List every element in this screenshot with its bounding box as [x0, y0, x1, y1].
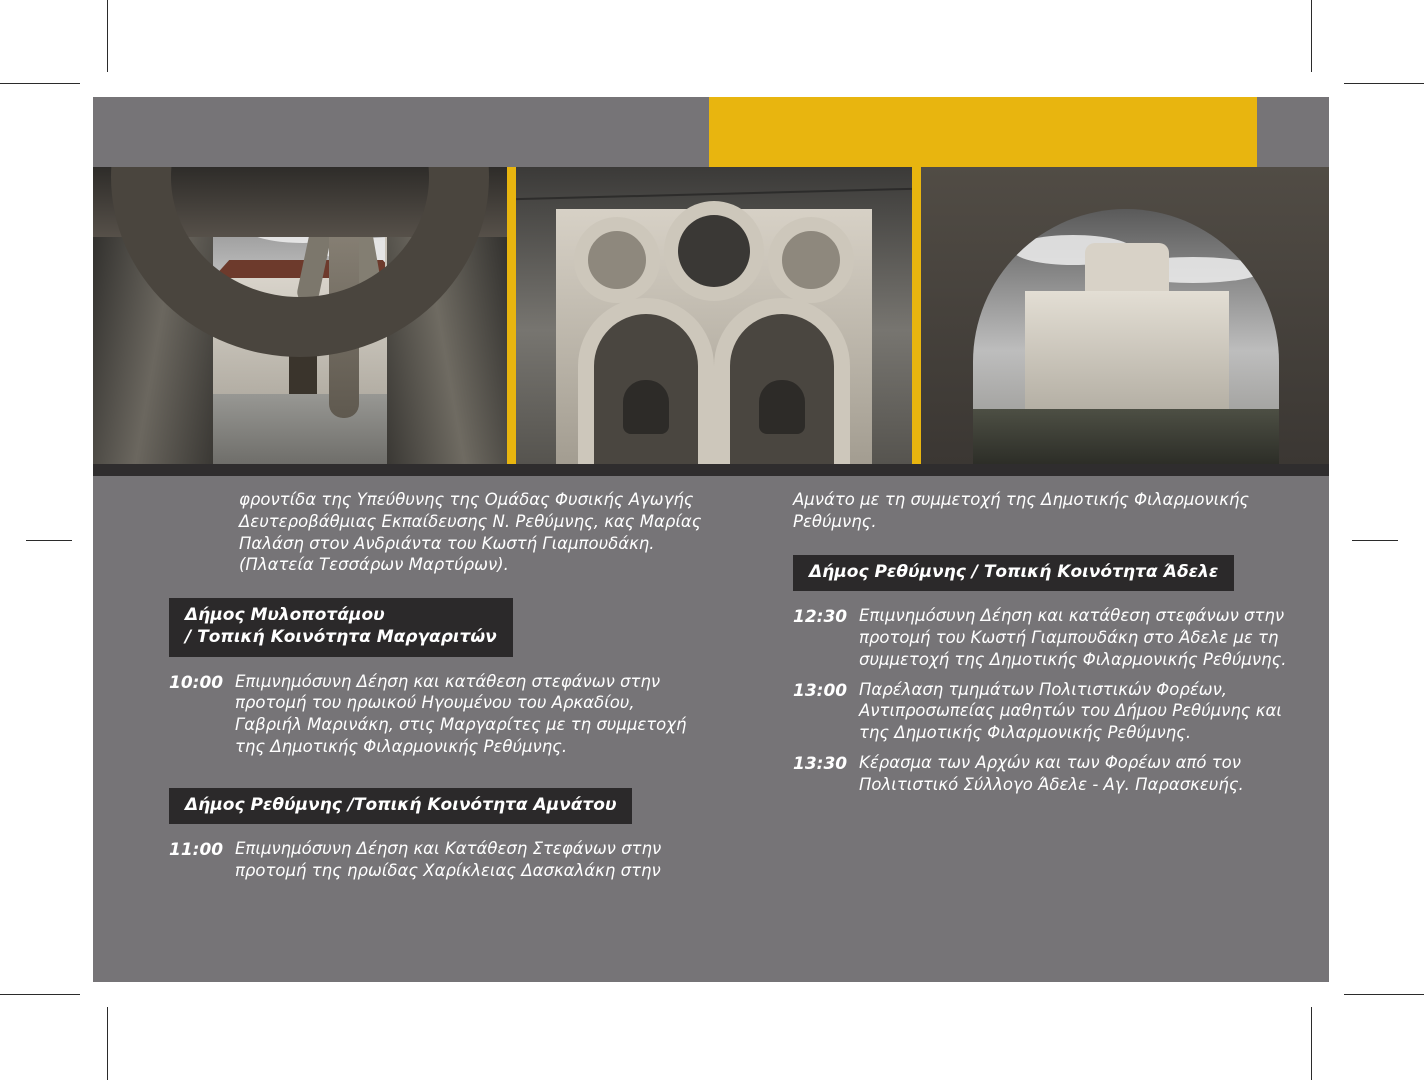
photo3-monastery-facade [1025, 291, 1229, 411]
poster-page [93, 97, 1329, 982]
schedule-time: 10:00 [169, 672, 224, 693]
schedule-description: Κέρασμα των Αρχών και των Φορέων από τον Πολιτιστικό Σύλλογο Άδελε - Αγ. Παρασκευής. [859, 752, 1244, 794]
crop-mark-top-right-vertical [1311, 0, 1312, 72]
program-content [93, 489, 1329, 982]
schedule-description: Παρέλαση τμημάτων Πολιτιστικών Φορέων, Αντιπροσωπείας μαθητών του Δήμου Ρεθύμνης και της Δημοτικής Φιλαρμονικής Ρεθύμνης. [859, 679, 1282, 743]
photo2-scroll-left [574, 217, 660, 303]
photo3-monastery-tower [1085, 243, 1169, 291]
schedule-time: 13:30 [793, 753, 848, 774]
photo1-chapel-door [289, 338, 317, 394]
photo-monastery-arch [921, 167, 1329, 464]
schedule-description: Επιμνημόσυνη Δέηση και Κατάθεση Στεφάνων στην προτομή της ηρωίδας Χαρίκλειας Δασκαλάκη στην [235, 839, 662, 881]
crop-mark-bottom-right-vertical [1311, 1007, 1312, 1080]
schedule-row [169, 838, 704, 882]
crop-mark-mid-left [26, 540, 72, 541]
left-section-1-banner-wrap [169, 576, 704, 671]
photo-strip [93, 167, 1329, 464]
right-intro-text: Αμνάτο με τη συμμετοχή της Δημοτικής Φιλαρμονικής Ρεθύμνης. [793, 490, 1250, 531]
schedule-description: Επιμνημόσυνη Δέηση και κατάθεση στεφάνων στην προτομή του Κωστή Γιαμπουδάκη στο Άδελε με τη συμμετοχή της Δημοτικής Φιλαρμονικής Ρεθύμνης. [859, 606, 1287, 669]
schedule-time: 12:30 [793, 607, 848, 628]
left-section-2-banner-wrap [169, 766, 704, 839]
crop-mark-top-left-horizontal [0, 83, 80, 84]
schedule-time: 11:00 [169, 840, 224, 861]
section-banner-mylopotamos: Δήμος Μυλοποτάμου / Τοπική Κοινότητα Μαργαριτών [169, 598, 513, 657]
crop-mark-mid-right [1352, 540, 1398, 541]
crop-mark-top-left-vertical [107, 0, 108, 72]
photo-courtyard-chapel [93, 167, 507, 464]
right-section-1-banner-wrap [793, 533, 1293, 606]
crop-mark-bottom-right-horizontal [1344, 994, 1424, 995]
crop-mark-top-right-horizontal [1344, 83, 1424, 84]
accent-yellow-block [709, 97, 1257, 167]
photo2-bell-left [623, 380, 669, 434]
schedule-row [793, 752, 1293, 796]
photo2-scroll-right [768, 217, 854, 303]
left-intro-text: φροντίδα της Υπεύθυνης της Ομάδας Φυσικής Αγωγής Δευτεροβάθμιας Εκπαίδευσης Ν. Ρεθύμνης, κας Μαρίας Παλάση στον Ανδριάντα του Κωστή Γιαμπουδάκη. (Πλατεία Τεσσάρων Μαρτύρων). [239, 490, 702, 575]
section-banner-amnatos: Δήμος Ρεθύμνης /Τοπική Κοινότητα Αμνάτου [169, 788, 632, 825]
crop-mark-bottom-left-horizontal [0, 994, 80, 995]
divider-bar [93, 464, 1329, 476]
section-banner-adele: Δήμος Ρεθύμνης / Τοπική Κοινότητα Άδελε [793, 555, 1234, 592]
schedule-row [793, 605, 1293, 670]
column-left [169, 489, 704, 890]
schedule-time: 13:00 [793, 680, 848, 701]
schedule-row [169, 671, 704, 758]
schedule-description: Επιμνημόσυνη Δέηση και κατάθεση στεφάνων στην προτομή του ηρωικού Ηγουμένου του Αρκαδίου, Γαβριήλ Μαρινάκη, στις Μαργαρίτες με τη συμμετοχή της Δημοτικής Φιλαρμονικής Ρεθύμνης. [235, 671, 687, 756]
photo2-oculus [678, 215, 750, 287]
column-right [793, 489, 1293, 803]
schedule-row [793, 679, 1293, 744]
crop-mark-bottom-left-vertical [107, 1007, 108, 1080]
photo3-vegetation [973, 409, 1279, 464]
photo2-bell-right [759, 380, 805, 434]
photo-bell-gable [516, 167, 912, 464]
